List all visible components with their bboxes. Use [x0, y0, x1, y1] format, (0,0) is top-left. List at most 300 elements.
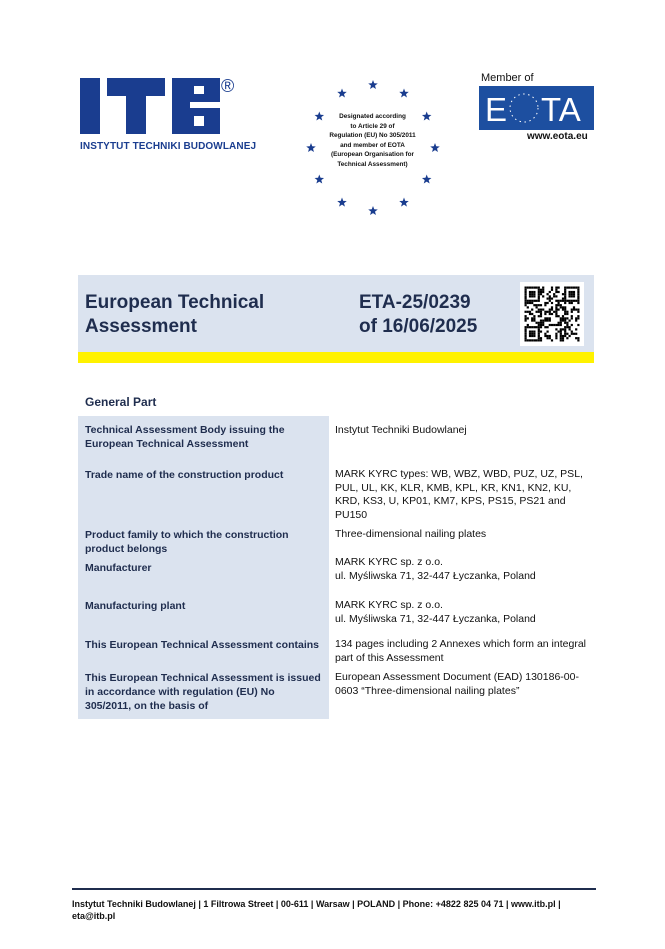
qr-module: [547, 331, 549, 333]
qr-module: [525, 293, 527, 295]
row-label: Manufacturing plant: [85, 600, 186, 612]
qr-module: [538, 289, 540, 291]
qr-module: [544, 304, 546, 306]
qr-module: [564, 311, 566, 313]
qr-module: [538, 291, 540, 293]
qr-module: [542, 322, 544, 324]
qr-module: [538, 298, 540, 300]
qr-module: [551, 309, 553, 311]
qr-module: [538, 293, 540, 295]
qr-code-icon: [520, 282, 584, 346]
qr-module: [538, 324, 540, 326]
qr-module: [525, 317, 527, 319]
qr-module: [577, 315, 579, 317]
qr-module: [531, 317, 533, 319]
qr-module: [555, 311, 557, 313]
qr-module: [525, 335, 527, 337]
title-line: Assessment: [85, 316, 197, 337]
row-label: Manufacturer: [85, 562, 152, 574]
qr-module: [525, 295, 527, 297]
qr-module: [562, 320, 564, 322]
eta-number: [359, 291, 477, 339]
qr-module: [573, 306, 575, 308]
qr-module: [573, 333, 575, 335]
qr-module: [575, 333, 577, 335]
qr-module: [544, 317, 546, 319]
yellow-divider: [78, 352, 594, 363]
qr-module: [577, 317, 579, 319]
qr-module: [529, 335, 531, 337]
section-heading: General Part: [85, 395, 157, 409]
qr-module: [573, 293, 575, 295]
qr-module: [547, 293, 549, 295]
footer-divider: [72, 888, 596, 890]
qr-module: [558, 287, 560, 289]
qr-module: [525, 289, 527, 291]
qr-module: [540, 324, 542, 326]
qr-module: [529, 339, 531, 341]
eu-star-icon: [337, 88, 347, 97]
qr-module: [571, 333, 573, 335]
qr-module: [569, 287, 571, 289]
qr-module: [533, 315, 535, 317]
qr-module: [555, 328, 557, 330]
qr-module: [551, 339, 553, 341]
qr-module: [564, 291, 566, 293]
qr-module: [571, 295, 573, 297]
qr-module: [525, 326, 527, 328]
qr-module: [547, 302, 549, 304]
eu-line: (European Organisation for: [330, 151, 415, 159]
qr-module: [533, 291, 535, 293]
eu-star-icon: [315, 175, 325, 184]
qr-module: [547, 337, 549, 339]
qr-module: [529, 302, 531, 304]
qr-module: [549, 337, 551, 339]
qr-module: [553, 311, 555, 313]
qr-module: [540, 331, 542, 333]
qr-module: [571, 287, 573, 289]
qr-module: [562, 317, 564, 319]
manufacturer-address: ul. Myśliwska 71, 32-447 Łyczanka, Poland: [335, 569, 536, 582]
qr-module: [577, 302, 579, 304]
eu-line: Regulation (EU) No 305/2011: [329, 132, 416, 140]
qr-module: [525, 304, 527, 306]
qr-module: [566, 311, 568, 313]
qr-module: [564, 295, 566, 297]
qr-module: [529, 313, 531, 315]
qr-module: [540, 322, 542, 324]
eta-id: ETA-25/0239: [359, 292, 471, 313]
row-value: Three-dimensional nailing plates: [335, 528, 487, 540]
eu-star-icon: [306, 143, 316, 152]
qr-module: [569, 320, 571, 322]
row-value: MARK KYRC types: WB, WBZ, WBD, PUZ, UZ, PSL, PUL, UL, KK, KLR, KMB, KPL, KR, KN1, KN2, KU, KRD, KS3, U, KP01, KM7, KPS, PS15, PS21 and PU150: [335, 468, 583, 522]
qr-module: [551, 289, 553, 291]
qr-module: [540, 311, 542, 313]
qr-module: [575, 328, 577, 330]
qr-module: [564, 335, 566, 337]
qr-module: [544, 320, 546, 322]
qr-module: [527, 287, 529, 289]
qr-module: [547, 335, 549, 337]
qr-module: [540, 304, 542, 306]
qr-module: [544, 326, 546, 328]
qr-module: [558, 304, 560, 306]
qr-module: [564, 287, 566, 289]
qr-module: [577, 289, 579, 291]
qr-module: [564, 298, 566, 300]
qr-module: [564, 300, 566, 302]
qr-module: [553, 293, 555, 295]
qr-module: [575, 337, 577, 339]
qr-module: [533, 300, 535, 302]
plant-name: MARK KYRC sp. z o.o.: [335, 599, 443, 611]
qr-module: [558, 331, 560, 333]
qr-module: [560, 320, 562, 322]
qr-module: [555, 304, 557, 306]
itb-logo: [80, 78, 220, 134]
qr-module: [531, 339, 533, 341]
qr-module: [577, 324, 579, 326]
qr-module: [531, 335, 533, 337]
qr-module: [577, 293, 579, 295]
qr-module: [569, 328, 571, 330]
qr-module: [575, 309, 577, 311]
qr-module: [538, 315, 540, 317]
qr-module: [536, 300, 538, 302]
qr-module: [577, 300, 579, 302]
qr-module: [525, 328, 527, 330]
qr-module: [529, 326, 531, 328]
qr-module: [577, 337, 579, 339]
qr-module: [544, 333, 546, 335]
qr-module: [538, 331, 540, 333]
qr-module: [551, 302, 553, 304]
qr-module: [536, 322, 538, 324]
qr-module: [538, 304, 540, 306]
row-label: Product family to which the construction product belongs: [85, 529, 289, 555]
qr-module: [547, 311, 549, 313]
qr-module: [558, 322, 560, 324]
qr-module: [577, 291, 579, 293]
qr-module: [525, 337, 527, 339]
qr-module: [544, 335, 546, 337]
eu-line: and member of EOTA: [340, 141, 405, 149]
qr-module: [549, 317, 551, 319]
qr-module: [538, 322, 540, 324]
qr-module: [529, 300, 531, 302]
qr-module: [573, 287, 575, 289]
qr-module: [540, 313, 542, 315]
eu-star-icon: [368, 80, 378, 89]
row-label: Technical Assessment Body issuing the European Technical Assessment: [85, 424, 285, 450]
qr-module: [564, 302, 566, 304]
qr-module: [531, 331, 533, 333]
qr-module: [566, 337, 568, 339]
qr-module: [551, 324, 553, 326]
qr-module: [538, 335, 540, 337]
qr-module: [566, 326, 568, 328]
qr-module: [533, 333, 535, 335]
qr-module: [525, 287, 527, 289]
qr-module: [538, 326, 540, 328]
qr-module: [525, 302, 527, 304]
qr-module: [551, 287, 553, 289]
qr-module: [542, 320, 544, 322]
qr-module: [527, 300, 529, 302]
qr-module: [529, 293, 531, 295]
qr-module: [533, 326, 535, 328]
qr-module: [549, 313, 551, 315]
qr-module: [558, 324, 560, 326]
qr-module: [549, 298, 551, 300]
eu-star-icon: [337, 198, 347, 207]
qr-module: [569, 291, 571, 293]
qr-module: [577, 295, 579, 297]
qr-module: [549, 309, 551, 311]
eota-url[interactable]: www.eota.eu: [527, 131, 588, 142]
qr-module: [564, 309, 566, 311]
qr-module: [575, 300, 577, 302]
qr-module: [555, 289, 557, 291]
qr-module: [564, 326, 566, 328]
qr-module: [527, 326, 529, 328]
qr-module: [549, 320, 551, 322]
qr-module: [527, 339, 529, 341]
qr-module: [533, 320, 535, 322]
qr-module: [562, 298, 564, 300]
qr-module: [529, 291, 531, 293]
qr-module: [529, 331, 531, 333]
row-value: [335, 599, 593, 626]
qr-module: [536, 304, 538, 306]
qr-module: [577, 339, 579, 341]
qr-module: [547, 317, 549, 319]
qr-module: [525, 315, 527, 317]
qr-module: [562, 306, 564, 308]
qr-module: [531, 326, 533, 328]
qr-module: [551, 298, 553, 300]
qr-module: [531, 293, 533, 295]
qr-module: [564, 322, 566, 324]
qr-module: [527, 302, 529, 304]
qr-module: [536, 287, 538, 289]
qr-module: [560, 324, 562, 326]
qr-module: [555, 335, 557, 337]
qr-module: [562, 293, 564, 295]
qr-module: [555, 324, 557, 326]
qr-module: [564, 331, 566, 333]
title-line: European Technical: [85, 292, 265, 313]
qr-module: [536, 326, 538, 328]
qr-module: [571, 309, 573, 311]
qr-module: [560, 322, 562, 324]
row-label: Trade name of the construction product: [85, 469, 284, 481]
qr-module: [533, 304, 535, 306]
eu-star-icon: [399, 88, 409, 97]
qr-module: [527, 324, 529, 326]
qr-module: [529, 311, 531, 313]
qr-module: [566, 322, 568, 324]
qr-module: [566, 300, 568, 302]
qr-module: [558, 291, 560, 293]
qr-module: [544, 311, 546, 313]
qr-module: [562, 328, 564, 330]
qr-module: [562, 300, 564, 302]
itb-name: INSTYTUT TECHNIKI BUDOWLANEJ: [80, 141, 257, 152]
qr-module: [531, 333, 533, 335]
qr-module: [533, 335, 535, 337]
qr-module: [571, 300, 573, 302]
qr-module: [555, 309, 557, 311]
qr-module: [571, 291, 573, 293]
eu-line: Technical Assessment): [337, 161, 408, 169]
qr-module: [527, 317, 529, 319]
row-label: This European Technical Assessment is issued in accordance with regulation (EU) No 305/2011, on the basis of: [85, 672, 321, 712]
qr-module: [531, 313, 533, 315]
qr-module: [544, 302, 546, 304]
qr-module: [566, 287, 568, 289]
svg-text:E: E: [485, 91, 508, 128]
qr-module: [564, 317, 566, 319]
qr-module: [571, 331, 573, 333]
qr-module: [538, 328, 540, 330]
qr-module: [569, 326, 571, 328]
qr-module: [553, 324, 555, 326]
qr-module: [571, 317, 573, 319]
qr-module: [529, 287, 531, 289]
qr-module: [542, 309, 544, 311]
qr-module: [558, 300, 560, 302]
qr-module: [527, 306, 529, 308]
qr-module: [555, 313, 557, 315]
qr-module: [558, 309, 560, 311]
qr-module: [577, 287, 579, 289]
qr-module: [536, 306, 538, 308]
qr-module: [531, 287, 533, 289]
qr-module: [564, 328, 566, 330]
qr-module: [542, 289, 544, 291]
qr-module: [542, 291, 544, 293]
qr-module: [533, 331, 535, 333]
qr-module: [558, 315, 560, 317]
row-value: European Assessment Document (EAD) 130186-00-0603 “Three-dimensional nailing plates”: [335, 671, 579, 697]
qr-module: [575, 320, 577, 322]
qr-module: [555, 306, 557, 308]
eu-line: to Article 29 of: [350, 122, 395, 130]
qr-module: [555, 337, 557, 339]
qr-module: [562, 335, 564, 337]
qr-module: [555, 291, 557, 293]
qr-module: [529, 333, 531, 335]
qr-module: [566, 313, 568, 315]
qr-module: [531, 320, 533, 322]
qr-module: [547, 298, 549, 300]
qr-module: [533, 339, 535, 341]
qr-module: [542, 324, 544, 326]
qr-module: [540, 291, 542, 293]
qr-module: [549, 324, 551, 326]
row-value: 134 pages including 2 Annexes which form an integral part of this Assessment: [335, 638, 586, 664]
qr-module: [525, 311, 527, 313]
eu-star-icon: [368, 206, 378, 215]
qr-module: [560, 328, 562, 330]
qr-module: [525, 320, 527, 322]
qr-module: [525, 333, 527, 335]
qr-module: [571, 311, 573, 313]
eu-star-icon: [399, 198, 409, 207]
qr-module: [551, 313, 553, 315]
qr-module: [573, 295, 575, 297]
qr-module: [577, 311, 579, 313]
qr-module: [577, 298, 579, 300]
qr-module: [571, 324, 573, 326]
row-value: Instytut Techniki Budowlanej: [335, 424, 467, 436]
eota-member-label: Member of: [481, 72, 534, 84]
qr-module: [540, 320, 542, 322]
qr-module: [549, 291, 551, 293]
qr-module: [571, 315, 573, 317]
qr-module: [555, 333, 557, 335]
qr-module: [560, 339, 562, 341]
qr-module: [569, 295, 571, 297]
qr-module: [564, 306, 566, 308]
qr-module: [555, 315, 557, 317]
manufacturer-name: MARK KYRC sp. z o.o.: [335, 556, 443, 568]
qr-module: [560, 333, 562, 335]
qr-module: [536, 339, 538, 341]
qr-module: [553, 295, 555, 297]
qr-module: [544, 313, 546, 315]
qr-module: [560, 335, 562, 337]
qr-module: [538, 309, 540, 311]
footer-contact: Instytut Techniki Budowlanej | 1 Filtrowa Street | 00-611 | Warsaw | POLAND | Phone: +4822 825 04 71 | www.itb.pl | eta@itb.pl: [72, 899, 561, 921]
qr-module: [540, 289, 542, 291]
qr-module: [549, 300, 551, 302]
qr-module: [560, 331, 562, 333]
qr-module: [560, 306, 562, 308]
qr-module: [538, 339, 540, 341]
qr-module: [525, 300, 527, 302]
document-title: [85, 291, 264, 339]
eu-designation-text: [320, 112, 425, 170]
qr-module: [562, 309, 564, 311]
qr-module: [538, 300, 540, 302]
registered-mark: ®: [221, 76, 235, 96]
qr-module: [538, 337, 540, 339]
plant-address: ul. Myśliwska 71, 32-447 Łyczanka, Poland: [335, 612, 536, 625]
qr-module: [564, 333, 566, 335]
qr-module: [549, 311, 551, 313]
qr-module: [569, 335, 571, 337]
qr-module: [531, 295, 533, 297]
qr-module: [538, 287, 540, 289]
qr-module: [540, 339, 542, 341]
qr-module: [575, 317, 577, 319]
qr-module: [562, 337, 564, 339]
qr-module: [566, 324, 568, 326]
qr-module: [555, 295, 557, 297]
qr-module: [577, 309, 579, 311]
qr-module: [573, 300, 575, 302]
qr-module: [569, 293, 571, 295]
svg-text:TA: TA: [541, 91, 581, 128]
qr-module: [569, 302, 571, 304]
qr-module: [571, 302, 573, 304]
qr-module: [549, 295, 551, 297]
qr-module: [573, 291, 575, 293]
